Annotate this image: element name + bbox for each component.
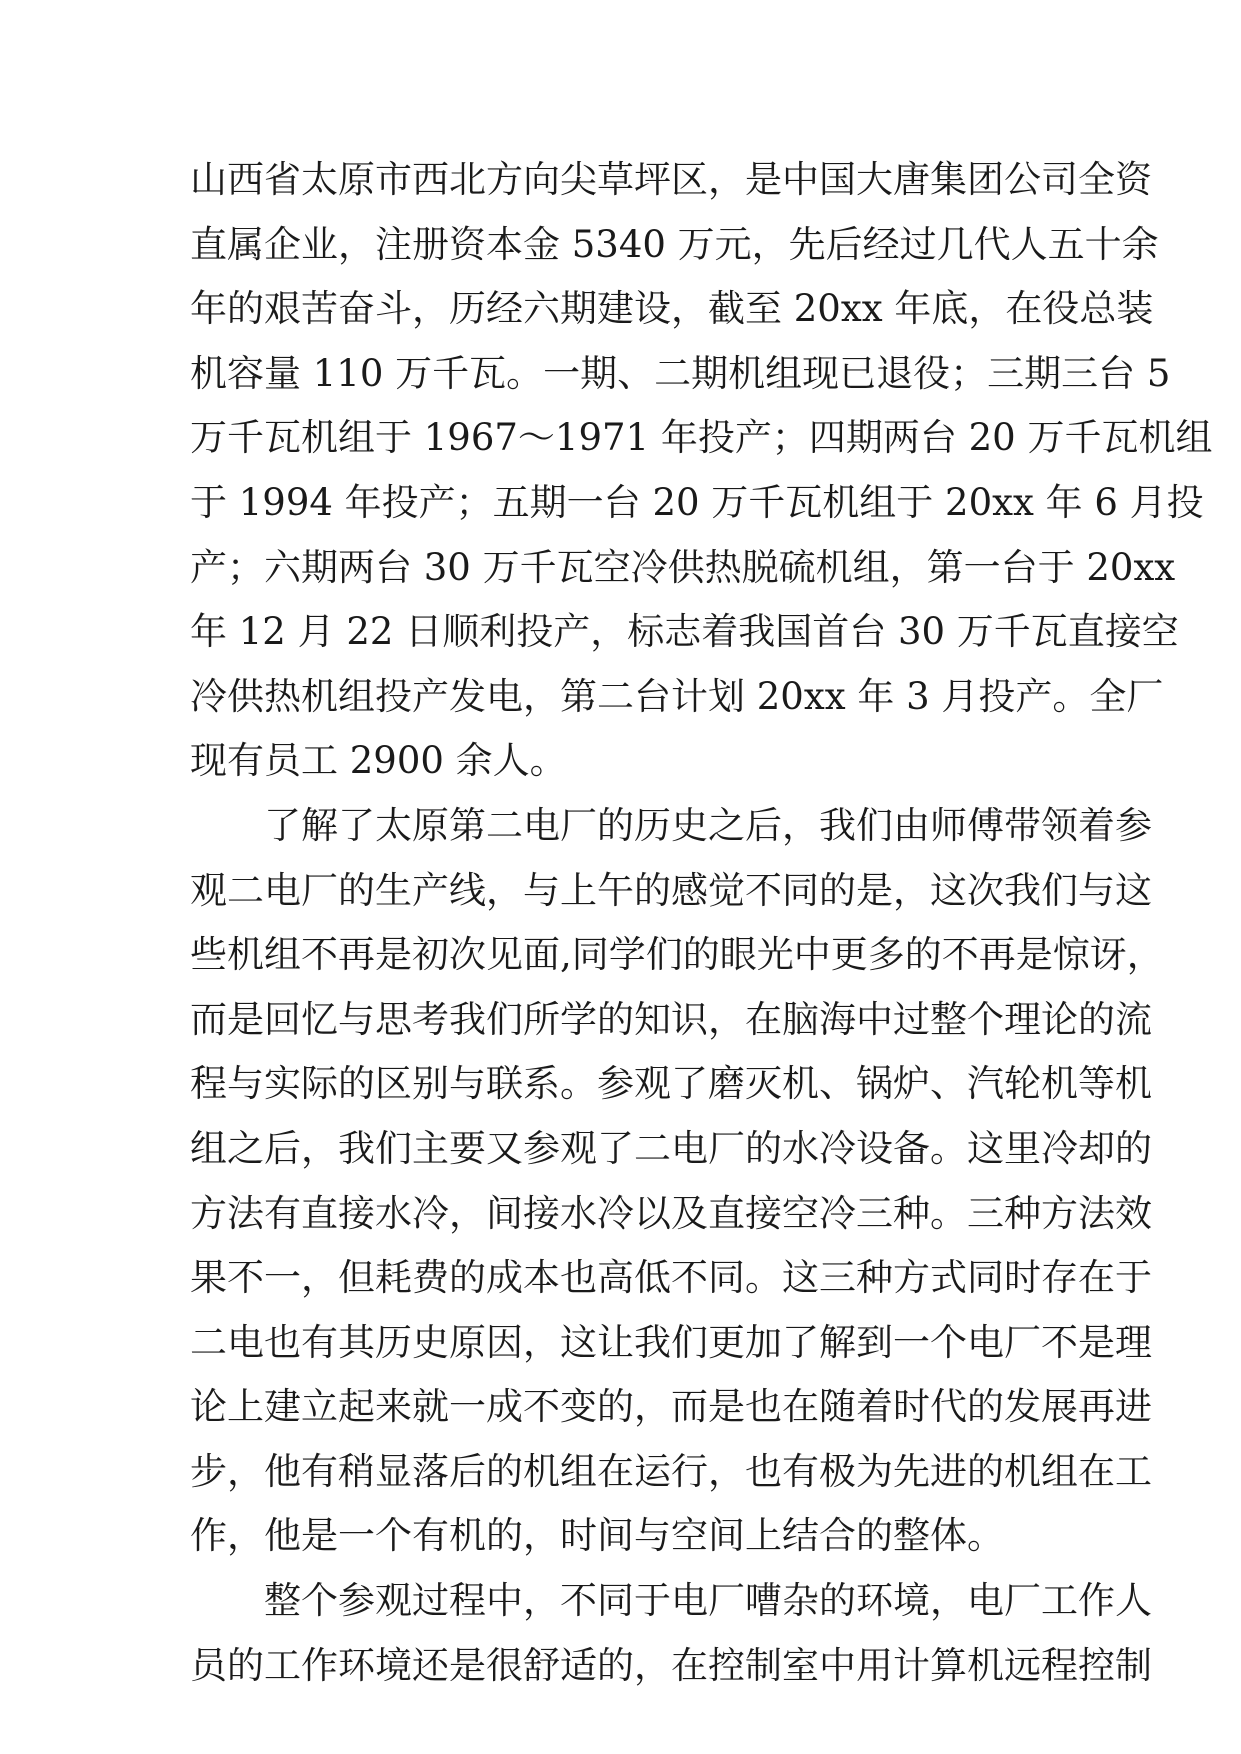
paragraph-2-line: 组之后，我们主要又参观了二电厂的水冷设备。这里冷却的 (190, 1126, 1152, 1170)
paragraph-2-line: 果不一，但耗费的成本也高低不同。这三种方式同时存在于 (190, 1256, 1152, 1300)
paragraph-1-line: 年 12 月 22 日顺利投产，标志着我国首台 30 万千瓦直接空 (190, 610, 1179, 654)
paragraph-2-line: 方法有直接水冷，间接水冷以及直接空冷三种。三种方法效 (190, 1191, 1152, 1235)
paragraph-3-first-line: 整个参观过程中，不同于电厂嘈杂的环境，电厂工作人 (264, 1579, 1152, 1623)
paragraph-2-line: 观二电厂的生产线，与上午的感觉不同的是，这次我们与这 (190, 868, 1152, 912)
paragraph-2-line: 程与实际的区别与联系。参观了磨灭机、锅炉、汽轮机等机 (190, 1062, 1152, 1106)
paragraph-1-line: 冷供热机组投产发电，第二台计划 20xx 年 3 月投产。全厂 (190, 674, 1164, 718)
paragraph-1-line: 年的艰苦奋斗，历经六期建设，截至 20xx 年底，在役总装 (190, 287, 1154, 331)
paragraph-1-line: 万千瓦机组于 1967～1971 年投产；四期两台 20 万千瓦机组 (190, 416, 1213, 460)
paragraph-2-line: 作，他是一个有机的，时间与空间上结合的整体。 (190, 1514, 1004, 1558)
paragraph-2-line: 而是回忆与思考我们所学的知识，在脑海中过整个理论的流 (190, 997, 1152, 1041)
paragraph-1-line: 现有员工 2900 余人。 (190, 739, 567, 783)
paragraph-1-line: 于 1994 年投产；五期一台 20 万千瓦机组于 20xx 年 6 月投 (190, 480, 1204, 524)
paragraph-1-line: 机容量 110 万千瓦。一期、二期机组现已退役；三期三台 5 (190, 351, 1171, 395)
paragraph-1-line: 山西省太原市西北方向尖草坪区，是中国大唐集团公司全资 (190, 158, 1152, 201)
document-body (190, 148, 1213, 1698)
paragraph-2-first-line: 了解了太原第二电厂的历史之后，我们由师傅带领着参 (264, 803, 1152, 847)
paragraph-2-line: 些机组不再是初次见面,同学们的眼光中更多的不再是惊讶， (190, 933, 1164, 977)
paragraph-1-line: 直属企业，注册资本金 5340 万元，先后经过几代人五十余 (190, 222, 1159, 266)
paragraph-3-line: 员的工作环境还是很舒适的，在控制室中用计算机远程控制 (190, 1643, 1152, 1687)
paragraph-1-line: 产；六期两台 30 万千瓦空冷供热脱硫机组，第一台于 20xx (190, 545, 1176, 589)
paragraph-2-line: 步，他有稍显落后的机组在运行，也有极为先进的机组在工 (190, 1449, 1152, 1493)
paragraph-2-line: 二电也有其历史原因，这让我们更加了解到一个电厂不是理 (190, 1320, 1152, 1364)
paragraph-2-line: 论上建立起来就一成不变的，而是也在随着时代的发展再进 (190, 1385, 1152, 1429)
